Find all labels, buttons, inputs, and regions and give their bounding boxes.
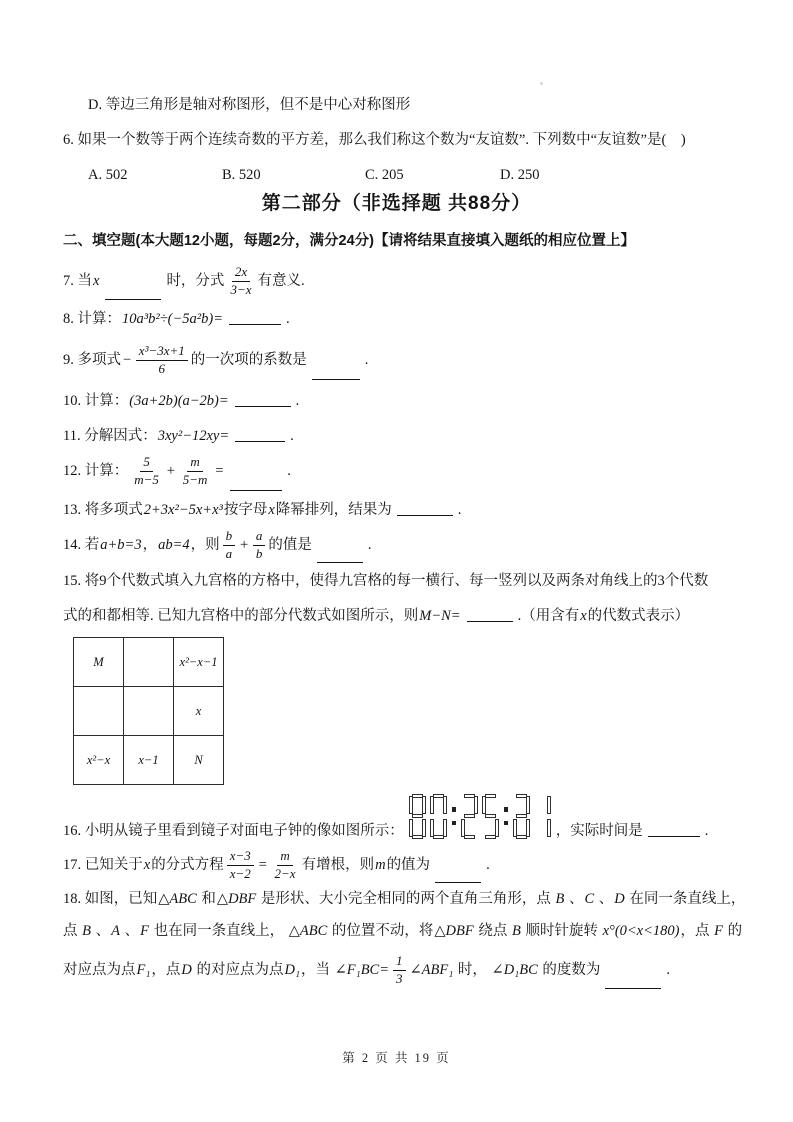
text-run: . <box>290 427 294 444</box>
text-run: . <box>666 961 670 978</box>
numerator: 1 <box>393 953 406 971</box>
text-run: 的代数式表示） <box>587 607 690 624</box>
stray-mark <box>540 82 543 85</box>
text-run: . <box>704 822 709 839</box>
answer-blank <box>235 391 291 407</box>
text-run: . <box>287 462 291 479</box>
fraction <box>180 454 211 489</box>
question-6-option-b: B. 520 <box>222 167 261 183</box>
segment-B <box>474 796 478 814</box>
text-run: . <box>295 392 300 409</box>
grid-cell <box>124 638 174 687</box>
math-run: F₁ <box>136 961 151 978</box>
math-run: 2+3x²−5x+x³ <box>143 501 223 518</box>
question-11 <box>63 426 294 445</box>
denominator: 2−x <box>274 865 296 881</box>
denominator: a <box>225 545 233 561</box>
clock-digit <box>534 794 551 839</box>
math-run: + <box>165 462 176 479</box>
question-16 <box>63 788 708 840</box>
text-run: 的值为 <box>386 856 431 873</box>
math-run: ab=4 <box>158 536 190 553</box>
text-run: ， <box>142 536 158 553</box>
question-18-line1 <box>63 890 745 908</box>
math-run: △DBF <box>216 891 257 907</box>
text-run: ，当 <box>301 961 334 978</box>
math-run: D <box>181 961 192 978</box>
math-run: x°(0<x<180) <box>602 923 680 939</box>
clock-colon <box>451 794 457 839</box>
segment-G <box>464 814 475 818</box>
clock-digit <box>513 794 530 839</box>
text-run: 7. 当 <box>63 272 92 289</box>
math-run: x <box>580 607 587 624</box>
clock-digit <box>430 794 447 839</box>
text-run: 绕点 <box>474 923 511 939</box>
numerator: m <box>187 454 202 472</box>
text-run: 11. 分解因式： <box>63 427 157 444</box>
text-run: 6. 如果一个数等于两个连续奇数的平方差，那么我们称这个数为“友谊数”. 下列数中“友谊数”是( ) <box>63 132 686 148</box>
text-run: . <box>367 536 372 553</box>
math-run: F <box>714 923 723 939</box>
text-run: 在同一条直线上， <box>625 891 746 907</box>
text-run: . <box>457 501 462 518</box>
question-12 <box>63 448 291 494</box>
text-run: .（用含有 <box>517 607 580 624</box>
text-run: 顺时针旋转 <box>521 923 602 939</box>
answer-blank <box>235 426 285 442</box>
clock-digit <box>409 794 426 839</box>
math-run: △DBF <box>434 923 474 939</box>
text-run: 是形状、大小完全相同的两个直角三角形，点 <box>257 891 555 907</box>
text-run: 对应点为点 <box>63 961 136 978</box>
segment-F <box>482 796 486 814</box>
text-run: 点 <box>63 923 82 939</box>
math-run: 10a³b²÷(−5a²b)= <box>122 310 223 327</box>
segment-D <box>464 835 475 839</box>
question-6-option-c: C. 205 <box>365 167 404 183</box>
answer-blank <box>605 973 661 989</box>
text-run: 也在同一条直线上， <box>149 923 288 939</box>
clock-colon <box>503 794 509 839</box>
numerator: 5 <box>140 454 153 472</box>
math-run: B <box>555 891 565 907</box>
math-run: a+b=3 <box>100 536 142 553</box>
math-run: ∠D₁BC <box>491 961 538 978</box>
denominator: 3 <box>396 970 403 986</box>
colon-dot <box>452 821 457 826</box>
answer-blank <box>317 547 363 563</box>
section-two-title: 第二部分（非选择题 共88分） <box>261 193 532 214</box>
answer-blank <box>648 821 700 837</box>
text-run: 13. 将多项式 <box>63 501 143 518</box>
numerator: m <box>277 848 292 866</box>
question-18-line2 <box>63 922 742 940</box>
text-run: 15. 将9个代数式填入九宫格的方格中，使得九宫格的每一横行、每一竖列以及两条对角线上的3个代数 <box>63 573 709 589</box>
numerator: x³−3x+1 <box>136 343 188 361</box>
text-run: 17. 已知关于 <box>63 856 143 873</box>
text-run: 、 <box>565 891 584 907</box>
denominator: x−2 <box>229 865 251 881</box>
grid-cell: N <box>174 736 224 785</box>
math-run: D <box>614 891 625 907</box>
text-run: 、 <box>91 923 111 939</box>
math-run: ∠F₁BC= <box>334 961 390 978</box>
question-6-option-d: D. 250 <box>500 167 540 183</box>
question-7 <box>63 259 305 303</box>
colon-dot <box>504 821 509 826</box>
math-run: C <box>584 891 595 907</box>
segment-B <box>443 796 447 814</box>
numerator: 2x <box>232 264 250 282</box>
fill-in-section-header: 二、填空题(本大题12小题，每题2分，满分24分)【请将结果直接填入题纸的相应位置上】 <box>63 233 635 249</box>
text-run: 14. 若 <box>63 536 100 553</box>
numerator: a <box>253 528 266 546</box>
segment-B <box>547 796 551 814</box>
question5-option-d <box>88 96 410 114</box>
question-18-line3 <box>63 948 670 992</box>
answer-blank <box>312 364 360 380</box>
colon-dot <box>452 807 457 812</box>
answer-blank <box>230 475 282 491</box>
math-run: − <box>122 351 132 368</box>
text-run: . <box>364 351 369 368</box>
math-run: x <box>143 856 151 873</box>
text-run: 的 <box>723 923 743 939</box>
denominator: 6 <box>158 360 166 376</box>
answer-blank <box>229 309 281 325</box>
math-run: D₁ <box>284 961 301 978</box>
math-run: (3a+2b)(a−2b)= <box>129 392 229 409</box>
text-run: 8. 计算： <box>63 310 121 327</box>
fraction <box>253 528 266 563</box>
denominator: 3−x <box>230 281 252 297</box>
text-run: ，点 <box>151 961 181 978</box>
math-run: x <box>93 272 100 289</box>
grid-cell: x²−x <box>74 736 124 785</box>
math-run: B <box>511 923 521 939</box>
magic-square-grid <box>73 637 224 785</box>
math-run: 3xy²−12xy= <box>157 427 230 444</box>
text-run: . <box>486 856 490 873</box>
grid-row <box>74 736 224 785</box>
answer-blank <box>435 867 481 883</box>
math-run: = <box>214 462 225 479</box>
math-run: F <box>140 923 149 939</box>
segment-G <box>485 814 496 818</box>
math-run: A <box>111 923 120 939</box>
question-6-stem <box>63 131 686 149</box>
text-run: 的位置不动，将 <box>328 923 434 939</box>
math-run: ∠ABF₁ <box>409 961 454 978</box>
text-run: D. 等边三角形是轴对称图形，但不是中心对称图形 <box>88 97 411 113</box>
question-9 <box>63 337 368 383</box>
fraction <box>223 528 236 563</box>
grid-row <box>74 687 224 736</box>
grid-cell: x <box>174 687 224 736</box>
segment-D <box>516 835 527 839</box>
math-run: = <box>257 856 268 873</box>
denominator: b <box>255 545 263 561</box>
segment-B <box>526 796 530 814</box>
text-run: 有意义. <box>257 272 305 289</box>
segment-D <box>412 835 423 839</box>
segment-E <box>409 819 413 837</box>
page-footer: 第 2 页 共 19 页 <box>342 1051 451 1065</box>
fraction <box>272 848 299 883</box>
text-run: 的分式方程 <box>151 856 224 873</box>
text-run: 降幂排列，结果为 <box>275 501 392 518</box>
fraction <box>393 953 406 988</box>
text-run: 按字母 <box>223 501 268 518</box>
segment-F <box>430 796 434 814</box>
text-run: 、 <box>120 923 140 939</box>
answer-blank <box>397 500 453 516</box>
text-run: 的对应点为点 <box>192 961 284 978</box>
question-8 <box>63 309 290 328</box>
text-run: 时， <box>454 961 491 978</box>
text-run: 9. 多项式 <box>63 351 121 368</box>
text-run: 、 <box>595 891 614 907</box>
fraction <box>227 264 254 299</box>
grid-cell: x−1 <box>124 736 174 785</box>
colon-dot <box>504 807 509 812</box>
text-run: 的度数为 <box>538 961 601 978</box>
text-run: 10. 计算： <box>63 392 129 409</box>
fraction <box>136 343 188 378</box>
question-14 <box>63 524 372 566</box>
math-run: M−N= <box>419 607 461 624</box>
math-run: x <box>268 501 275 518</box>
grid-cell <box>124 687 174 736</box>
text-run: 16. 小明从镜子里看到镜子对面电子钟的像如图所示： <box>63 822 404 839</box>
text-run: 的值是 <box>268 536 312 553</box>
question-6-option-a: A. 502 <box>88 167 128 183</box>
denominator: 5−m <box>182 471 208 487</box>
denominator: m−5 <box>134 471 159 487</box>
text-run: ，实际时间是 <box>555 822 643 839</box>
question-15-line2 <box>63 606 689 625</box>
math-run: △ABC <box>288 923 328 939</box>
text-run: ，则 <box>190 536 220 553</box>
text-run: ，点 <box>680 923 714 939</box>
segment-E <box>430 819 434 837</box>
numerator: x−3 <box>227 848 254 866</box>
math-run: + <box>239 536 249 553</box>
grid-cell <box>74 687 124 736</box>
fraction <box>131 454 162 489</box>
segment-F <box>409 796 413 814</box>
segment-C <box>547 819 551 837</box>
segment-B <box>422 796 426 814</box>
clock-digit <box>482 794 499 839</box>
question-13 <box>63 500 461 519</box>
numerator: b <box>223 528 236 546</box>
text-run: 18. 如图，已知 <box>63 891 158 907</box>
text-run: 有增根，则 <box>301 856 375 873</box>
clock-digit <box>461 794 478 839</box>
text-run: . <box>285 310 290 327</box>
math-run: m <box>375 856 386 873</box>
answer-blank <box>105 284 161 300</box>
question-15-line1 <box>63 572 708 590</box>
text-run: 12. 计算： <box>63 462 129 479</box>
fraction <box>227 848 254 883</box>
segment-A <box>485 794 496 798</box>
answer-blank <box>467 606 513 622</box>
segment-D <box>485 835 496 839</box>
text-run: 式的和都相等. 已知九宫格中的部分代数式如图所示，则 <box>63 607 419 624</box>
math-run: B <box>82 923 91 939</box>
question-10 <box>63 391 299 410</box>
segment-E <box>513 819 517 837</box>
grid-cell: x²−x−1 <box>174 638 224 687</box>
segment-D <box>433 835 444 839</box>
text-run: 时，分式 <box>166 272 225 289</box>
grid-row <box>74 638 224 687</box>
segment-G <box>516 814 527 818</box>
grid-cell: M <box>74 638 124 687</box>
mirror-clock-display <box>409 793 551 839</box>
text-run: 的一次项的系数是 <box>190 351 307 368</box>
math-run: △ABC <box>158 891 197 907</box>
question-17 <box>63 844 490 886</box>
segment-G <box>412 814 423 818</box>
text-run: 和 <box>197 891 216 907</box>
